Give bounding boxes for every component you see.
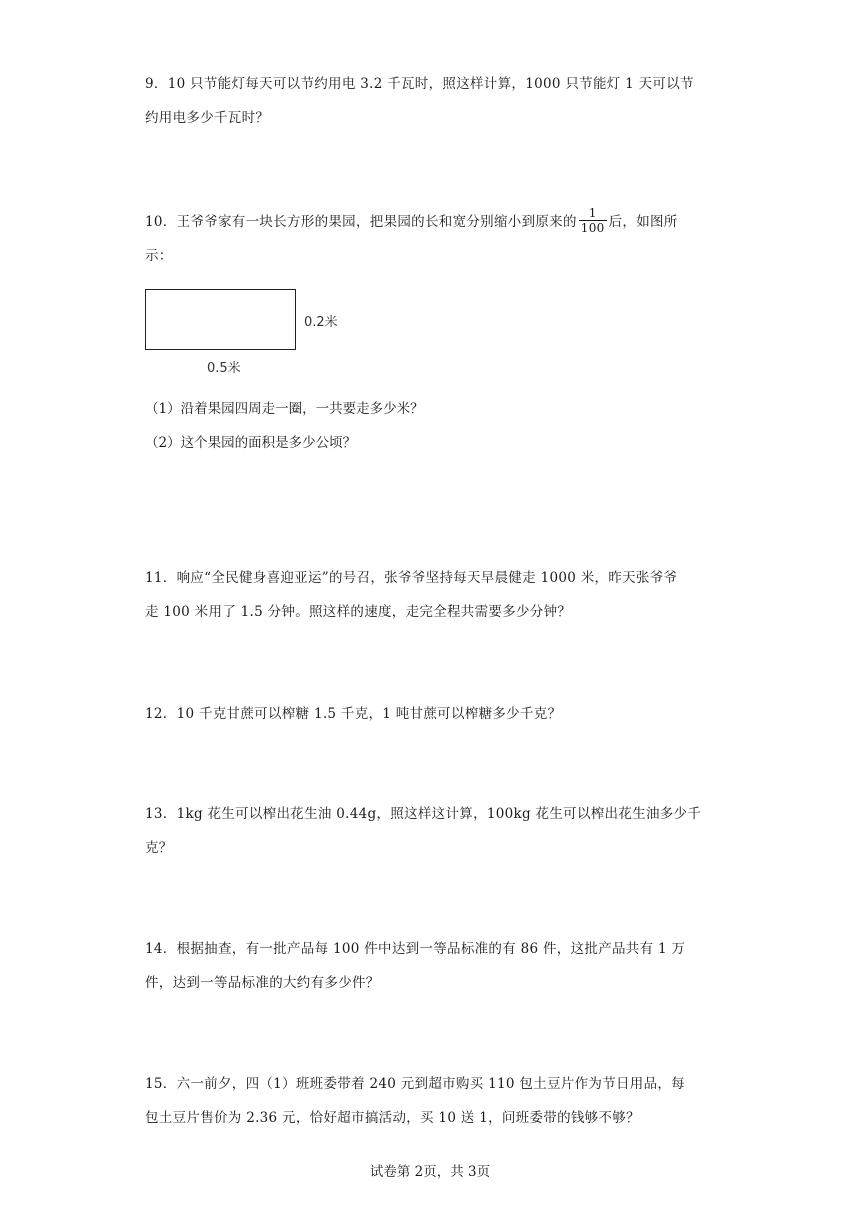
question-11-line2: 走 100 米用了 1.5 分钟。照这样的速度，走完全程共需要多少分钟？ [145, 604, 572, 620]
page-footer: 试卷第 2页，共 3页 [369, 1164, 491, 1180]
question-13-line1: 13．1kg 花生可以榨出花生油 0.44g，照这样这计算，100kg 花生可以榨出花生油多少千 [145, 806, 702, 822]
question-15-line1: 15．六一前夕，四（1）班班委带着 240 元到超市购买 110 包土豆片作为节日用品，每 [145, 1076, 685, 1092]
width-label: 0.5米 [207, 361, 241, 376]
question-11 [145, 561, 717, 629]
question-13 [145, 797, 717, 865]
orchard-rectangle-figure [145, 289, 296, 350]
question-10-sub-2: （2）这个果园的面积是多少公顷？ [145, 435, 357, 451]
question-10-line2: 示： [145, 248, 173, 264]
question-9 [145, 67, 717, 135]
question-15-line2: 包土豆片售价为 2.36 元，恰好超市搞活动，买 10 送 1，问班委带的钱够不够？ [145, 1110, 640, 1126]
question-10-text-before: 10．王爷爷家有一块长方形的果园，把果园的长和宽分别缩小到原来的 [145, 214, 577, 230]
question-14-line1: 14．根据抽查，有一批产品每 100 件中达到一等品标准的有 86 件，这批产品共有 1 万 [145, 941, 686, 957]
question-11-line1: 11．响应“全民健身喜迎亚运”的号召，张爷爷坚持每天早晨健走 1000 米，昨天张爷爷 [145, 570, 678, 586]
fraction-one-hundredth [579, 206, 607, 235]
question-13-line2: 克？ [145, 840, 173, 856]
question-10-line1 [145, 205, 717, 239]
question-14 [145, 932, 717, 1000]
fraction-numerator: 1 [579, 206, 607, 221]
question-15 [145, 1067, 717, 1135]
question-9-line1: 9．10 只节能灯每天可以节约用电 3.2 千瓦时，照这样计算，1000 只节能灯 1 天可以节 [145, 76, 694, 92]
question-10 [145, 205, 717, 273]
question-12 [145, 697, 717, 731]
question-14-line2: 件，达到一等品标准的大约有多少件？ [145, 975, 380, 991]
question-10-sub-1: （1）沿着果园四周走一圈，一共要走多少米？ [145, 401, 424, 417]
question-10-text-after: 后，如图所 [608, 214, 678, 230]
question-12-line1: 12．10 千克甘蔗可以榨糖 1.5 千克，1 吨甘蔗可以榨糖多少千克？ [145, 706, 562, 722]
fraction-denominator: 100 [580, 221, 605, 235]
height-label: 0.2米 [304, 315, 338, 330]
question-9-line2: 约用电多少千瓦时？ [145, 110, 270, 126]
